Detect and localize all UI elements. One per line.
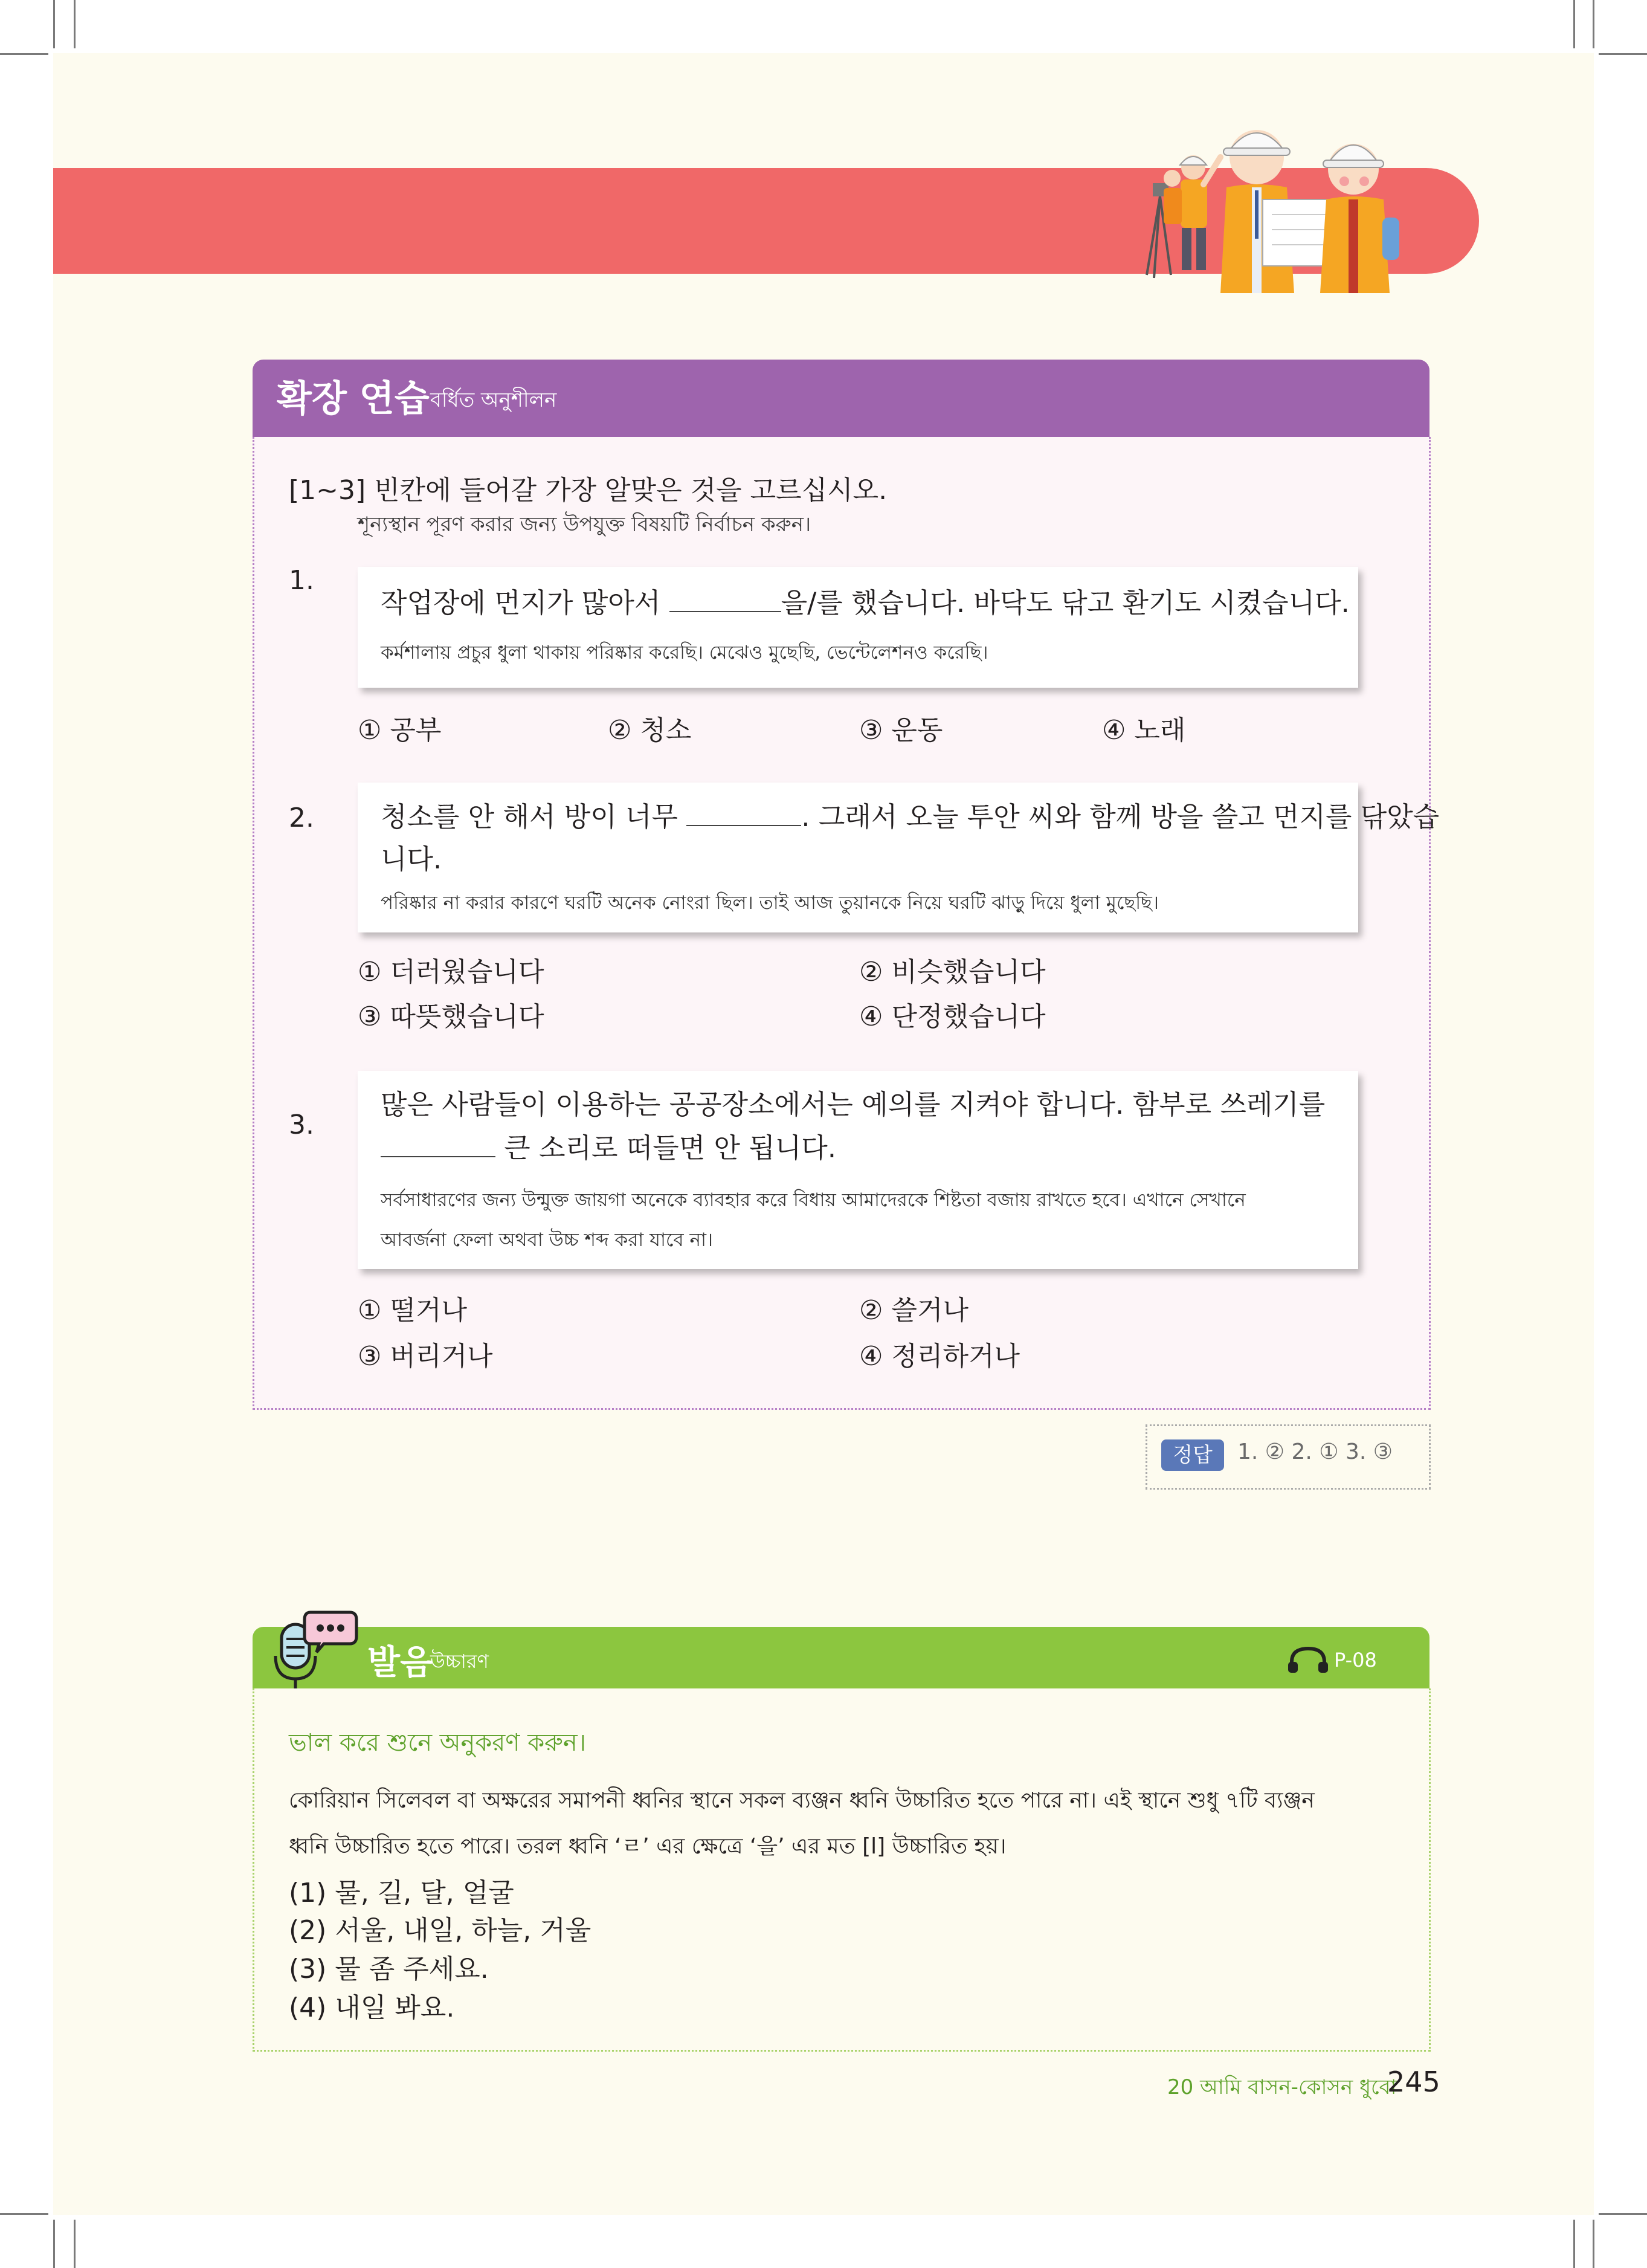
crop-mark [1599, 53, 1647, 55]
pronunciation-item: (3) 물 좀 주세요. [289, 1954, 489, 1985]
pronunciation-instruction: ভাল করে শুনে অনুকরণ করুন। [289, 1729, 587, 1757]
audio-track-label: P-08 [1334, 1649, 1377, 1672]
crop-mark [74, 0, 76, 48]
question-text-line2: 니다. [381, 843, 442, 875]
question-text: 많은 사람들이 이용하는 공공장소에서는 예의를 지켜야 합니다. 함부로 쓰레기를 [381, 1088, 1326, 1120]
instruction-translation: শূন্যস্থান পূরণ করার জন্য উপযুক্ত বিষয়টি নির্বাচন করুন। [358, 512, 811, 537]
answer-key-text: 1. ② 2. ① 3. ③ [1237, 1439, 1393, 1464]
explanation-line: ধ্বনি উচ্চারিত হতে পারে। তরল ধ্বনি ‘ㄹ’ এর ক্ষেত্রে ‘을’ এর মত [l] উচ্চারিত হয়। [289, 1834, 1007, 1859]
crop-mark [1573, 0, 1575, 48]
question-number: 3. [289, 1110, 314, 1140]
crop-mark [1593, 0, 1594, 48]
option: ④ 정리하거나 [859, 1341, 1020, 1372]
page-number: 245 [1387, 2066, 1440, 2098]
question-text-line2: 큰 소리로 떠들면 안 됩니다. [381, 1126, 836, 1170]
option: ④ 노래 [1102, 715, 1186, 746]
option: ② 청소 [608, 715, 692, 746]
chapter-footer: 20 আমি বাসন-কোসন ধুবো [1167, 2075, 1397, 2099]
crop-mark [1593, 2220, 1594, 2268]
option: ③ 따뜻했습니다 [358, 1001, 544, 1032]
crop-mark [74, 2220, 76, 2268]
option: ① 공부 [358, 715, 442, 746]
construction-workers-illustration [1136, 100, 1426, 299]
answer-key-badge: 정답 [1161, 1439, 1224, 1471]
answer-blank [381, 1156, 495, 1157]
option: ① 떨거나 [358, 1295, 467, 1326]
crop-mark [1599, 2213, 1647, 2215]
pronunciation-item: (1) 물, 길, 달, 얼굴 [289, 1878, 514, 1908]
explanation-line: কোরিয়ান সিলেবল বা অক্ষরের সমাপনী ধ্বনির স্থানে সকল ব্যঞ্জন ধ্বনি উচ্চারিত হতে পারে না। এই স্থানে শুধু ৭টি ব্যঞ্জন [289, 1788, 1315, 1813]
section-title: 확장 연습 [277, 378, 430, 420]
question-translation-line2: আবর্জনা ফেলা অথবা উচ্চ শব্দ করা যাবে না। [381, 1229, 714, 1251]
question-translation: কর্মশালায় প্রচুর ধুলা থাকায় পরিষ্কার করেছি। মেঝেও মুছেছি, ভেন্টেলেশনও করেছি। [381, 642, 988, 664]
crop-mark [0, 2213, 48, 2215]
option: ③ 버리거나 [358, 1341, 493, 1372]
crop-mark [0, 53, 48, 55]
option: ① 더러웠습니다 [358, 957, 544, 987]
pronunciation-item: (2) 서울, 내일, 하늘, 거울 [289, 1915, 591, 1946]
answer-blank [669, 611, 781, 612]
section-title: 발음 [367, 1643, 433, 1682]
question-number: 2. [289, 803, 314, 833]
pronunciation-item: (4) 내일 봐요. [289, 1992, 455, 2023]
crop-mark [53, 2220, 55, 2268]
instruction: [1~3] 빈칸에 들어갈 가장 알맞은 것을 고르십시오. [289, 475, 888, 506]
question-text: 청소를 안 해서 방이 너무 . 그래서 오늘 투안 씨와 함께 방을 쓸고 먼지를 닦았습 [381, 801, 1440, 833]
crop-mark [53, 0, 55, 48]
pronunciation-explanation [289, 1778, 1400, 1870]
section-subtitle: উচ্চারণ [430, 1650, 489, 1673]
option: ② 비슷했습니다 [859, 957, 1046, 987]
option: ② 쓸거나 [859, 1295, 969, 1326]
section-subtitle: বর্ধিত অনুশীলন [430, 388, 557, 412]
option: ④ 단정했습니다 [859, 1001, 1046, 1032]
question-text: 작업장에 먼지가 많아서 을/를 했습니다. 바닥도 닦고 환기도 시켰습니다. [381, 587, 1350, 619]
question-translation: পরিষ্কার না করার কারণে ঘরটি অনেক নোংরা ছিল। তাই আজ তুয়ানকে নিয়ে ঘরটি ঝাড়ু দিয়ে ধুলা মুছেছি। [381, 892, 1159, 914]
question-translation: সর্বসাধারণের জন্য উন্মুক্ত জায়গা অনেকে ব্যাবহার করে বিধায় আমাদেরকে শিষ্টতা বজায় রাখতে হবে। এখানে সেখানে [381, 1189, 1246, 1211]
answer-blank [686, 825, 801, 826]
option: ③ 운동 [859, 715, 943, 746]
question-number: 1. [289, 565, 314, 596]
headphones-icon [1287, 1645, 1329, 1675]
crop-mark [1573, 2220, 1575, 2268]
